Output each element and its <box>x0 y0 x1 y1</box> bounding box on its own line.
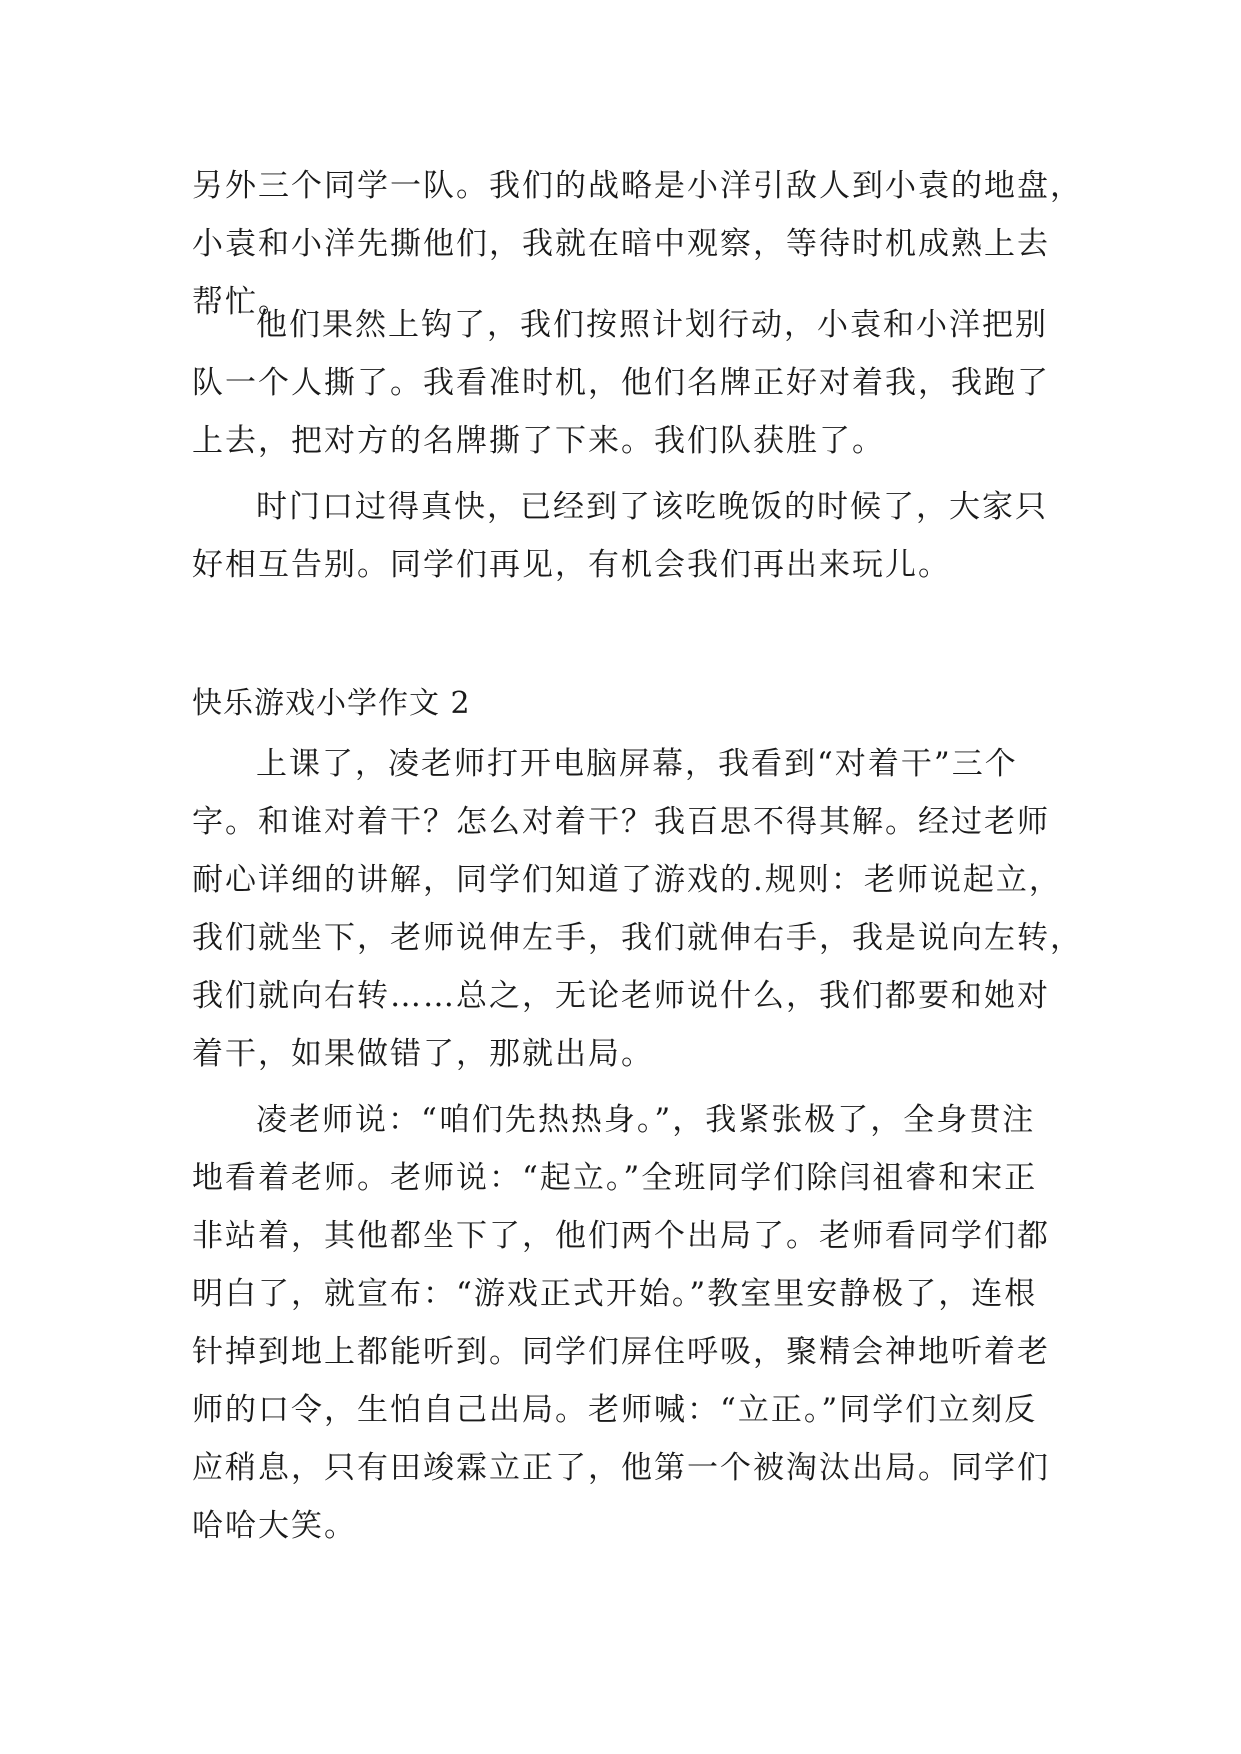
essay2-paragraph-1 <box>192 735 1092 1083</box>
text-line: 时门口过得真快，已经到了该吃晚饭的时候了，大家只 <box>256 489 1048 525</box>
text-line: 上去，把对方的名牌撕了下来。我们队获胜了。 <box>192 423 885 459</box>
text-line: 地看着老师。老师说：“起立。”全班同学们除闫祖睿和宋正 <box>192 1160 1038 1196</box>
essay-title: 快乐游戏小学作文 2 <box>192 686 471 721</box>
text-line: 我们就坐下，老师说伸左手，我们就伸右手，我是说向左转， <box>192 920 1083 956</box>
text-line: 帮忙。 <box>192 284 291 320</box>
text-line: 凌老师说：“咱们先热热身。”，我紧张极了，全身贯注 <box>256 1102 1036 1138</box>
text-line: 针掉到地上都能听到。同学们屏住呼吸，聚精会神地听着老 <box>192 1334 1050 1370</box>
text-line: 耐心详细的讲解，同学们知道了游戏的.规则：老师说起立， <box>192 862 1062 898</box>
text-line: 明白了，就宣布：“游戏正式开始。”教室里安静极了，连根 <box>192 1276 1038 1312</box>
text-line: 另外三个同学一队。我们的战略是小洋引敌人到小袁的地盘， <box>192 168 1083 204</box>
text-line: 我们就向右转……总之，无论老师说什么，我们都要和她对 <box>192 978 1050 1014</box>
text-line: 上课了，凌老师打开电脑屏幕，我看到“对着干”三个 <box>256 746 1018 782</box>
text-line: 非站着，其他都坐下了，他们两个出局了。老师看同学们都 <box>192 1218 1050 1254</box>
text-line: 字。和谁对着干？怎么对着干？我百思不得其解。经过老师 <box>192 804 1050 840</box>
text-line: 队一个人撕了。我看准时机，他们名牌正好对着我，我跑了 <box>192 365 1050 401</box>
text-line: 他们果然上钩了，我们按照计划行动，小袁和小洋把别 <box>256 307 1048 343</box>
essay2-title-block <box>192 675 1092 733</box>
essay1-paragraph-3 <box>192 478 1092 594</box>
text-line: 哈哈大笑。 <box>192 1508 357 1544</box>
text-line: 着干，如果做错了，那就出局。 <box>192 1036 654 1072</box>
text-line: 师的口令，生怕自己出局。老师喊：“立正。”同学们立刻反 <box>192 1392 1038 1428</box>
text-line: 好相互告别。同学们再见，有机会我们再出来玩儿。 <box>192 547 951 583</box>
text-line: 小袁和小洋先撕他们，我就在暗中观察，等待时机成熟上去 <box>192 226 1050 262</box>
text-line: 应稍息，只有田竣霖立正了，他第一个被淘汰出局。同学们 <box>192 1450 1050 1486</box>
essay2-paragraph-2 <box>192 1091 1092 1555</box>
essay1-paragraph-2 <box>192 296 1092 470</box>
